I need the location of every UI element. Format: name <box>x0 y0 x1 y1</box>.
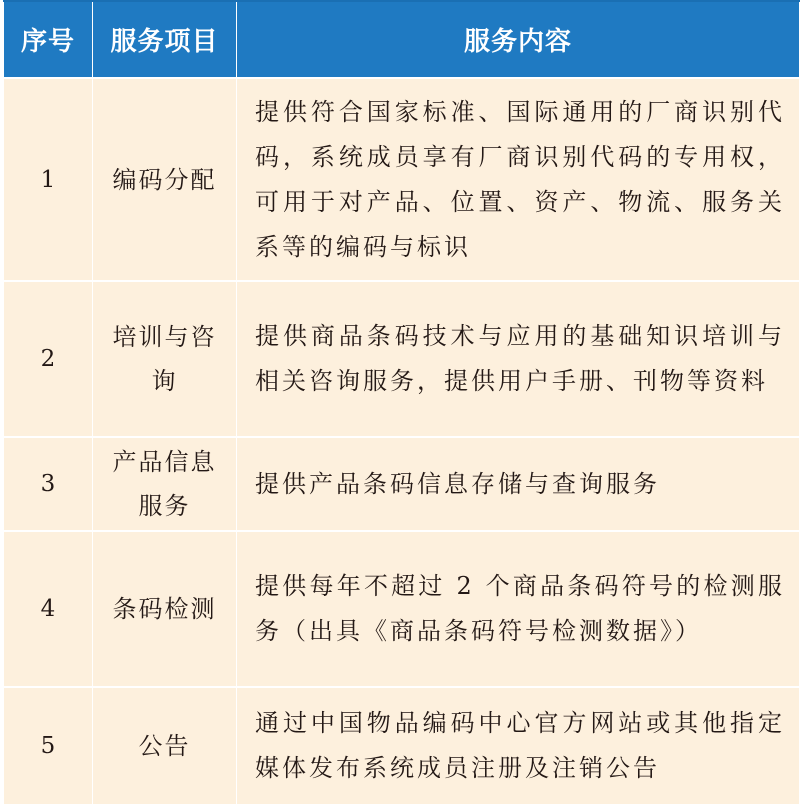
table-row <box>4 281 800 437</box>
service-table <box>3 0 800 805</box>
table-header <box>4 1 800 78</box>
service-item-text: 产品信息服务 <box>112 448 217 520</box>
row-service-content-cell: 提供产品条码信息存储与查询服务 <box>237 437 800 531</box>
table-row <box>4 687 800 804</box>
header-cell-number: 序号 <box>4 1 93 78</box>
table-row <box>4 78 800 281</box>
row-service-item-cell <box>93 531 237 687</box>
row-service-item-cell <box>93 78 237 281</box>
service-item-text: 编码分配 <box>112 165 217 194</box>
table-row <box>4 531 800 687</box>
header-cell-service-item: 服务项目 <box>93 1 237 78</box>
header-cell-service-content: 服务内容 <box>237 1 800 78</box>
row-number-cell: 3 <box>4 437 93 531</box>
service-item-text: 条码检测 <box>112 595 217 623</box>
row-number-cell: 5 <box>4 687 93 804</box>
row-service-content-cell: 提供符合国家标准、国际通用的厂商识别代码，系统成员享有厂商识别代码的专用权，可用于对产品、位置、资产、物流、服务关系等的编码与标识 <box>237 78 800 281</box>
row-service-content-cell: 提供每年不超过 2 个商品条码符号的检测服务（出具《商品条码符号检测数据》） <box>237 531 800 687</box>
service-item-text: 培训与咨询 <box>112 323 217 395</box>
row-service-item-cell <box>93 281 237 437</box>
row-number-cell: 4 <box>4 531 93 687</box>
row-service-content-cell: 通过中国物品编码中心官方网站或其他指定媒体发布系统成员注册及注销公告 <box>237 687 800 804</box>
row-number-cell: 1 <box>4 78 93 281</box>
row-service-item-cell <box>93 437 237 531</box>
header-row <box>4 1 800 78</box>
table-row <box>4 437 800 531</box>
row-service-content-cell: 提供商品条码技术与应用的基础知识培训与相关咨询服务，提供用户手册、刊物等资料 <box>237 281 800 437</box>
row-service-item-cell <box>93 687 237 804</box>
table-body <box>4 78 800 804</box>
service-item-text: 公告 <box>138 731 191 760</box>
row-number-cell: 2 <box>4 281 93 437</box>
